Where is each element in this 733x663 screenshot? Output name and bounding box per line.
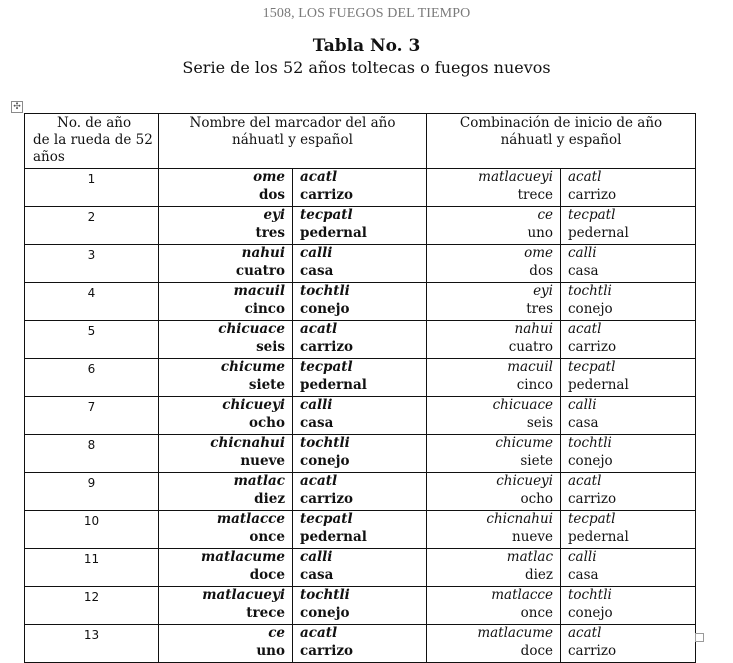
- marker-sign-cell: [293, 169, 427, 207]
- move-cross-icon: ✣: [13, 102, 21, 112]
- year-number-text: 12: [83, 590, 100, 604]
- header-year-marker: [159, 114, 427, 169]
- header-start-combination: [427, 114, 696, 169]
- marker-number-nahuatl: macuil: [233, 283, 285, 299]
- start-sign-cell: [561, 359, 696, 397]
- start-number-cell: [427, 169, 561, 207]
- running-head: 1508, LOS FUEGOS DEL TIEMPO: [262, 6, 471, 21]
- table-row: [25, 587, 696, 625]
- start-number-nahuatl: nahui: [514, 321, 553, 337]
- start-number-spanish: dos: [529, 262, 553, 279]
- marker-number-spanish: tres: [255, 224, 285, 241]
- marker-sign-spanish: conejo: [300, 604, 350, 621]
- marker-sign-cell: [293, 245, 427, 283]
- table-row: [25, 207, 696, 245]
- marker-number-cell: [159, 473, 293, 511]
- marker-sign-spanish: carrizo: [300, 186, 353, 203]
- marker-sign-cell: [293, 321, 427, 359]
- start-number-nahuatl: matlacce: [491, 587, 553, 603]
- marker-number-nahuatl: eyi: [263, 207, 285, 223]
- table-title: Tabla No. 3: [312, 36, 421, 56]
- start-number-spanish: uno: [527, 224, 553, 241]
- marker-sign-spanish: casa: [300, 566, 334, 583]
- start-sign-cell: [561, 435, 696, 473]
- start-number-cell: [427, 587, 561, 625]
- start-number-spanish: siete: [520, 452, 553, 469]
- marker-number-nahuatl: chicume: [220, 359, 285, 375]
- start-sign-nahuatl: calli: [568, 245, 597, 261]
- start-sign-spanish: casa: [568, 566, 599, 583]
- header-line: Combinación de inicio de año: [459, 115, 663, 131]
- start-number-cell: [427, 283, 561, 321]
- year-number-text: 11: [83, 552, 100, 566]
- start-number-nahuatl: chicume: [495, 435, 553, 451]
- year-number-text: 10: [83, 514, 100, 528]
- start-sign-cell: [561, 207, 696, 245]
- year-series-table: [24, 113, 696, 663]
- marker-sign-nahuatl: tecpatl: [300, 511, 353, 527]
- marker-number-nahuatl: ome: [253, 169, 285, 185]
- table-move-handle[interactable]: [11, 101, 23, 113]
- start-number-cell: [427, 511, 561, 549]
- marker-number-cell: [159, 587, 293, 625]
- start-number-nahuatl: macuil: [507, 359, 553, 375]
- marker-sign-cell: [293, 625, 427, 663]
- marker-number-nahuatl: nahui: [241, 245, 285, 261]
- marker-number-spanish: cinco: [244, 300, 285, 317]
- start-sign-cell: [561, 283, 696, 321]
- marker-number-spanish: diez: [254, 490, 285, 507]
- year-number-text: 2: [87, 210, 96, 224]
- start-sign-nahuatl: tecpatl: [568, 511, 616, 527]
- year-number-text: 9: [87, 476, 96, 490]
- start-sign-nahuatl: acatl: [568, 625, 602, 641]
- marker-number-cell: [159, 207, 293, 245]
- start-number-spanish: seis: [526, 414, 553, 431]
- marker-sign-nahuatl: tecpatl: [300, 207, 353, 223]
- marker-sign-nahuatl: tochtli: [300, 435, 350, 451]
- start-number-spanish: cinco: [516, 376, 553, 393]
- start-sign-cell: [561, 397, 696, 435]
- marker-sign-cell: [293, 283, 427, 321]
- marker-number-nahuatl: ce: [268, 625, 285, 641]
- marker-sign-spanish: casa: [300, 414, 334, 431]
- header-line: náhuatl y español: [232, 132, 353, 148]
- marker-number-nahuatl: chicueyi: [222, 397, 285, 413]
- year-number-text: 1: [87, 172, 96, 186]
- start-sign-cell: [561, 549, 696, 587]
- year-number-text: 4: [87, 286, 96, 300]
- marker-sign-spanish: casa: [300, 262, 334, 279]
- table-row: [25, 245, 696, 283]
- year-number: [25, 549, 159, 587]
- start-sign-spanish: carrizo: [568, 186, 617, 203]
- start-sign-cell: [561, 169, 696, 207]
- start-number-nahuatl: matlacume: [477, 625, 553, 641]
- marker-sign-cell: [293, 511, 427, 549]
- start-sign-cell: [561, 245, 696, 283]
- marker-number-nahuatl: matlac: [233, 473, 285, 489]
- marker-sign-spanish: pedernal: [300, 528, 367, 545]
- start-number-cell: [427, 359, 561, 397]
- marker-sign-nahuatl: acatl: [300, 321, 338, 337]
- start-sign-nahuatl: calli: [568, 397, 597, 413]
- year-number: [25, 625, 159, 663]
- start-number-spanish: ocho: [520, 490, 553, 507]
- header-year-number: [25, 114, 159, 169]
- year-number: [25, 207, 159, 245]
- start-sign-cell: [561, 321, 696, 359]
- start-number-spanish: tres: [526, 300, 553, 317]
- year-number: [25, 359, 159, 397]
- start-sign-cell: [561, 587, 696, 625]
- marker-number-nahuatl: matlacce: [216, 511, 285, 527]
- marker-number-cell: [159, 397, 293, 435]
- marker-number-spanish: cuatro: [235, 262, 285, 279]
- marker-number-spanish: once: [249, 528, 285, 545]
- table-row: [25, 511, 696, 549]
- marker-sign-spanish: carrizo: [300, 338, 353, 355]
- marker-sign-spanish: pedernal: [300, 224, 367, 241]
- start-sign-cell: [561, 473, 696, 511]
- start-sign-spanish: pedernal: [568, 376, 629, 393]
- year-number-text: 8: [87, 438, 96, 452]
- marker-number-cell: [159, 511, 293, 549]
- start-sign-spanish: conejo: [568, 300, 613, 317]
- start-sign-spanish: casa: [568, 414, 599, 431]
- marker-sign-nahuatl: tochtli: [300, 283, 350, 299]
- marker-sign-nahuatl: acatl: [300, 473, 338, 489]
- marker-number-cell: [159, 321, 293, 359]
- start-number-spanish: doce: [520, 642, 553, 659]
- marker-sign-cell: [293, 207, 427, 245]
- start-sign-nahuatl: acatl: [568, 321, 602, 337]
- start-sign-spanish: casa: [568, 262, 599, 279]
- marker-number-cell: [159, 625, 293, 663]
- year-number-text: 6: [87, 362, 96, 376]
- marker-sign-nahuatl: calli: [300, 397, 333, 413]
- marker-sign-spanish: conejo: [300, 452, 350, 469]
- year-number: [25, 169, 159, 207]
- marker-number-cell: [159, 359, 293, 397]
- year-number-text: 13: [83, 628, 100, 642]
- marker-number-spanish: seis: [256, 338, 285, 355]
- start-sign-spanish: pedernal: [568, 528, 629, 545]
- marker-sign-spanish: carrizo: [300, 490, 353, 507]
- start-number-spanish: trece: [517, 186, 553, 203]
- header-line: Nombre del marcador del año: [189, 115, 396, 131]
- table-header-row: [25, 114, 696, 169]
- header-line: de la rueda de 52: [33, 132, 153, 148]
- marker-sign-spanish: carrizo: [300, 642, 353, 659]
- marker-number-cell: [159, 549, 293, 587]
- marker-sign-spanish: conejo: [300, 300, 350, 317]
- start-sign-nahuatl: tochtli: [568, 283, 612, 299]
- year-number-text: 7: [87, 400, 96, 414]
- year-number: [25, 397, 159, 435]
- marker-sign-nahuatl: acatl: [300, 169, 338, 185]
- marker-sign-spanish: pedernal: [300, 376, 367, 393]
- start-number-nahuatl: matlac: [506, 549, 553, 565]
- table-row: [25, 435, 696, 473]
- marker-number-spanish: trece: [246, 604, 285, 621]
- marker-sign-cell: [293, 397, 427, 435]
- marker-sign-cell: [293, 435, 427, 473]
- start-sign-cell: [561, 625, 696, 663]
- start-number-spanish: nueve: [512, 528, 553, 545]
- start-sign-nahuatl: tecpatl: [568, 359, 616, 375]
- start-sign-nahuatl: tochtli: [568, 587, 612, 603]
- start-number-nahuatl: eyi: [533, 283, 553, 299]
- year-number: [25, 587, 159, 625]
- marker-sign-cell: [293, 587, 427, 625]
- start-number-cell: [427, 549, 561, 587]
- table-subtitle: Serie de los 52 años toltecas o fuegos nuevos: [182, 58, 551, 77]
- marker-number-nahuatl: chicuace: [218, 321, 285, 337]
- year-number: [25, 245, 159, 283]
- marker-number-cell: [159, 169, 293, 207]
- table-row: [25, 321, 696, 359]
- start-sign-spanish: carrizo: [568, 490, 617, 507]
- start-number-nahuatl: ome: [524, 245, 553, 261]
- start-number-cell: [427, 245, 561, 283]
- start-number-spanish: cuatro: [508, 338, 553, 355]
- start-sign-spanish: carrizo: [568, 642, 617, 659]
- year-number-text: 5: [87, 324, 96, 338]
- header-line: No. de año: [57, 115, 132, 131]
- table-row: [25, 169, 696, 207]
- start-number-spanish: diez: [524, 566, 553, 583]
- start-number-spanish: once: [520, 604, 553, 621]
- marker-number-cell: [159, 283, 293, 321]
- header-line: años: [33, 149, 65, 165]
- table-resize-handle[interactable]: [695, 633, 704, 642]
- marker-sign-nahuatl: tecpatl: [300, 359, 353, 375]
- year-number: [25, 435, 159, 473]
- year-number: [25, 511, 159, 549]
- start-number-cell: [427, 321, 561, 359]
- year-number: [25, 473, 159, 511]
- start-number-nahuatl: chicueyi: [496, 473, 553, 489]
- marker-number-spanish: nueve: [240, 452, 285, 469]
- start-number-nahuatl: chicnahui: [486, 511, 553, 527]
- marker-number-spanish: doce: [249, 566, 285, 583]
- table-row: [25, 397, 696, 435]
- start-sign-nahuatl: tecpatl: [568, 207, 616, 223]
- marker-number-spanish: siete: [248, 376, 285, 393]
- start-sign-nahuatl: calli: [568, 549, 597, 565]
- marker-number-spanish: dos: [258, 186, 285, 203]
- table-row: [25, 625, 696, 663]
- marker-sign-cell: [293, 549, 427, 587]
- year-number-text: 3: [87, 248, 96, 262]
- marker-sign-nahuatl: calli: [300, 245, 333, 261]
- marker-sign-cell: [293, 359, 427, 397]
- start-number-nahuatl: ce: [537, 207, 553, 223]
- marker-number-nahuatl: matlacume: [200, 549, 285, 565]
- start-sign-nahuatl: acatl: [568, 473, 602, 489]
- start-sign-spanish: conejo: [568, 452, 613, 469]
- start-number-cell: [427, 625, 561, 663]
- start-number-cell: [427, 207, 561, 245]
- start-number-cell: [427, 435, 561, 473]
- year-number: [25, 321, 159, 359]
- marker-sign-nahuatl: calli: [300, 549, 333, 565]
- start-sign-nahuatl: tochtli: [568, 435, 612, 451]
- start-number-nahuatl: chicuace: [492, 397, 553, 413]
- start-sign-spanish: carrizo: [568, 338, 617, 355]
- table-row: [25, 283, 696, 321]
- header-line: náhuatl y español: [500, 132, 622, 148]
- start-sign-cell: [561, 511, 696, 549]
- start-number-nahuatl: matlacueyi: [478, 169, 553, 185]
- start-number-cell: [427, 473, 561, 511]
- start-sign-nahuatl: acatl: [568, 169, 602, 185]
- table-row: [25, 359, 696, 397]
- marker-number-cell: [159, 435, 293, 473]
- start-sign-spanish: pedernal: [568, 224, 629, 241]
- marker-sign-nahuatl: acatl: [300, 625, 338, 641]
- marker-number-spanish: uno: [256, 642, 285, 659]
- marker-sign-cell: [293, 473, 427, 511]
- marker-sign-nahuatl: tochtli: [300, 587, 350, 603]
- marker-number-nahuatl: chicnahui: [210, 435, 285, 451]
- marker-number-spanish: ocho: [248, 414, 285, 431]
- start-sign-spanish: conejo: [568, 604, 613, 621]
- start-number-cell: [427, 397, 561, 435]
- marker-number-cell: [159, 245, 293, 283]
- marker-number-nahuatl: matlacueyi: [202, 587, 285, 603]
- year-number: [25, 283, 159, 321]
- table-row: [25, 549, 696, 587]
- table-row: [25, 473, 696, 511]
